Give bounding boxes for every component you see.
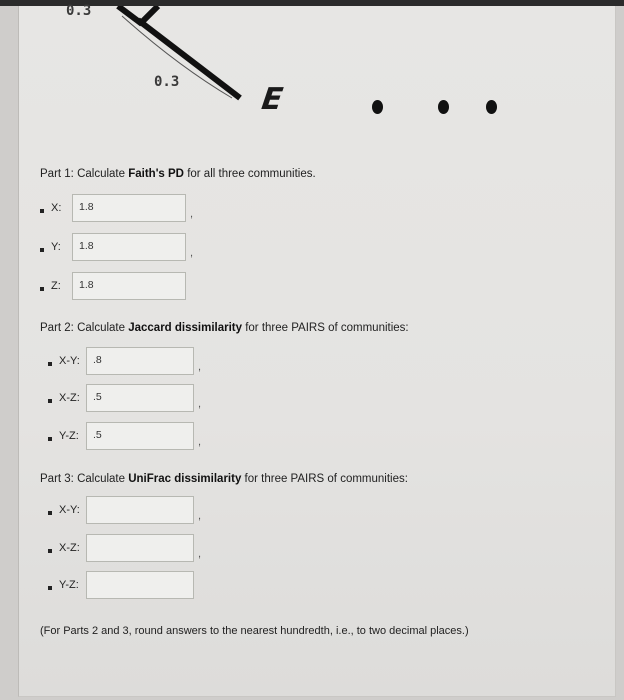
row-label: X-Z:	[59, 392, 80, 404]
row-label: X:	[51, 202, 62, 214]
part2-title	[40, 322, 409, 334]
row-label: X-Y:	[59, 504, 80, 516]
part1-row-y	[40, 233, 240, 267]
part1-row-z	[40, 272, 240, 306]
faith-pd-x-input[interactable]: 1.8	[72, 194, 186, 222]
jaccard-yz-input[interactable]: .5	[86, 422, 194, 450]
part1-row-x	[40, 194, 240, 228]
row-label: Y-Z:	[59, 430, 79, 442]
tree-tip-dot-2	[438, 100, 449, 114]
separator: ,	[190, 208, 194, 220]
bullet-icon	[48, 586, 52, 590]
bullet-icon	[48, 549, 52, 553]
tree-branches	[18, 6, 614, 146]
part1-title	[40, 168, 316, 180]
part3-prefix: Part 3: Calculate	[40, 473, 129, 485]
row-label: X-Y:	[59, 355, 80, 367]
faith-pd-y-input[interactable]: 1.8	[72, 233, 186, 261]
row-label: Y-Z:	[59, 579, 79, 591]
part3-bold: UniFrac dissimilarity	[128, 473, 242, 485]
separator: ,	[198, 548, 202, 560]
faith-pd-z-input[interactable]: 1.8	[72, 272, 186, 300]
tree-node-label: E	[259, 82, 285, 117]
unifrac-yz-input[interactable]	[86, 571, 194, 599]
separator: ,	[198, 510, 202, 522]
jaccard-xy-input[interactable]: .8	[86, 347, 194, 375]
separator: ,	[198, 361, 202, 373]
part2-bold: Jaccard dissimilarity	[128, 322, 243, 334]
rounding-instructions: (For Parts 2 and 3, round answers to the nearest hundredth, i.e., to two decimal places.)	[40, 625, 469, 637]
bullet-icon	[40, 209, 44, 213]
branch-length-label-top: 0.3	[66, 3, 92, 19]
row-label: Y:	[51, 241, 61, 253]
bullet-icon	[40, 287, 44, 291]
bullet-icon	[40, 248, 44, 252]
unifrac-xy-input[interactable]	[86, 496, 194, 524]
part3-title	[40, 473, 408, 485]
part2-row-yz	[48, 422, 248, 456]
part2-row-xy	[48, 347, 248, 381]
separator: ,	[198, 436, 202, 448]
part3-row-xz	[48, 534, 248, 568]
bullet-icon	[48, 437, 52, 441]
separator: ,	[198, 398, 202, 410]
part3-suffix: for three PAIRS of communities:	[241, 473, 408, 485]
row-label: Z:	[51, 280, 61, 292]
bullet-icon	[48, 399, 52, 403]
bullet-icon	[48, 511, 52, 515]
part3-row-xy	[48, 496, 248, 530]
part2-suffix: for three PAIRS of communities:	[242, 322, 409, 334]
part2-row-xz	[48, 384, 248, 418]
phylogenetic-tree-figure	[18, 3, 614, 146]
row-label: X-Z:	[59, 542, 80, 554]
jaccard-xz-input[interactable]: .5	[86, 384, 194, 412]
bullet-icon	[48, 362, 52, 366]
part1-suffix: for all three communities.	[184, 168, 316, 180]
tree-tip-dot-3	[486, 100, 497, 114]
part2-prefix: Part 2: Calculate	[40, 322, 129, 334]
part3-row-yz	[48, 571, 248, 605]
branch-length-label-mid: 0.3	[154, 74, 180, 90]
part1-bold: Faith's PD	[128, 168, 184, 180]
tree-tip-dot-1	[372, 100, 383, 114]
unifrac-xz-input[interactable]	[86, 534, 194, 562]
part1-prefix: Part 1: Calculate	[40, 168, 129, 180]
separator: ,	[190, 247, 194, 259]
